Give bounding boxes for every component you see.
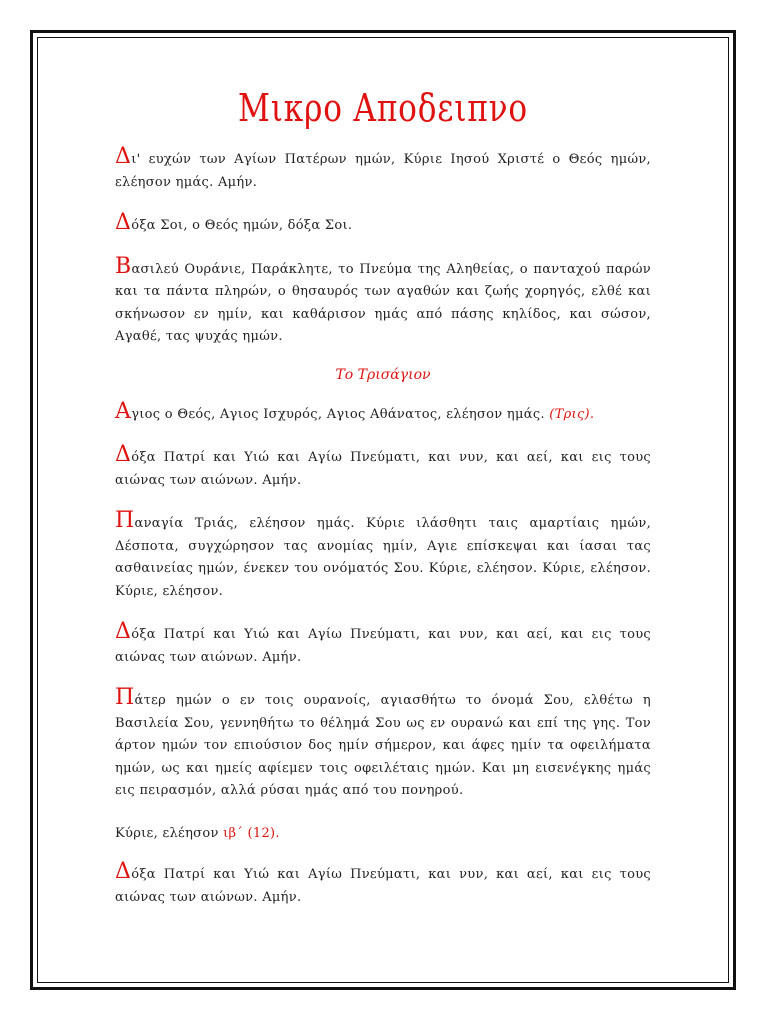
paragraph-text: όξα Πατρί και Υιώ και Αγίω Πνεύματι, και νυν, και αεί, και εις τους αιώνας των αιώνων. Αμήν. xyxy=(115,867,651,905)
kyrie-paragraph xyxy=(115,823,651,846)
paragraph-text: όξα Πατρί και Υιώ και Αγίω Πνεύματι, και νυν, και αεί, και εις τους αιώνας των αιώνων. Αμήν. xyxy=(115,627,651,665)
prayer-paragraph xyxy=(115,210,651,238)
section-heading: Το Τρισάγιον xyxy=(335,366,431,383)
paragraph-text: γιος ο Θεός, Αγιος Ισχυρός, Αγιος Αθάνατος, ελέησον ημάς. xyxy=(131,406,545,422)
drop-initial: Π xyxy=(115,685,135,710)
paragraph-text: ι' ευχών των Αγίων Πατέρων ημών, Κύριε Ιησού Χριστέ ο Θεός ημών, ελέησον ημάς. Αμήν. xyxy=(115,152,651,190)
drop-initial: Α xyxy=(115,398,132,424)
drop-initial: Δ xyxy=(115,210,132,235)
prayer-paragraph xyxy=(115,253,651,349)
drop-initial: Δ xyxy=(115,859,132,884)
drop-initial: Π xyxy=(115,508,135,533)
document-content xyxy=(115,82,651,929)
paragraph-text: άτερ ημών ο εν τοις ουρανοίς, αγιασθήτω το όνομά Σου, ελθέτω η Βασιλεία Σου, γεννηθήτω το θέλημά Σου ως εν ουρανώ και επί της γης. Τον άρτον ημών τον επιούσιον δος ημίν σήμερον, και άφες ημίν τα οφειλήματα ημών, ως και ημείς αφίεμεν τοις οφειλέταις ημών. Και μη εισενέγκης ημάς εις πειρασμόν, αλλά ρύσαι ημάς από του πονηρού. xyxy=(115,693,651,798)
rubric-note: (Τρις). xyxy=(549,406,595,422)
prayer-paragraph xyxy=(115,508,651,603)
prayer-paragraph xyxy=(115,619,651,669)
paragraph-text: ασιλεύ Ουράνιε, Παράκλητε, το Πνεύμα της Αληθείας, ο πανταχού παρών και τα πάντα πληρών, ο θησαυρός των αγαθών και ζωής χορηγός, ελθέ και σκήνωσον εν ημίν, και καθάρισον ημάς από πάσης κηλίδος, και σώσον, Αγαθέ, τας ψυχάς ημών. xyxy=(115,261,651,344)
trisagion-paragraph xyxy=(115,398,651,427)
prayer-paragraph xyxy=(115,144,651,194)
document-title: Μικρο Αποδειπνο xyxy=(238,86,528,130)
prayer-paragraph xyxy=(115,685,651,803)
drop-initial: Β xyxy=(115,253,132,279)
prayer-paragraph xyxy=(115,442,651,492)
paragraph-text: όξα Σοι, ο Θεός ημών, δόξα Σοι. xyxy=(131,218,353,233)
prayer-paragraph xyxy=(115,859,651,909)
drop-initial: Δ xyxy=(115,442,132,467)
drop-initial: Δ xyxy=(115,144,132,169)
paragraph-text: αναγία Τριάς, ελέησον ημάς. Κύριε ιλάσθητι ταις αμαρτίαις ημών, Δέσποτα, συγχώρησον τας ανομίας ημίν, Αγιε επίσκεψαι και ίασαι τας ασθαινείας ημών, ένεκεν του ονόματός Σου. Κύριε, ελέησον. Κύριε, ελέησον. Κύριε, ελέησον. xyxy=(115,516,651,599)
drop-initial: Δ xyxy=(115,619,132,644)
paragraph-text: Κύριε, ελέησον xyxy=(115,825,219,841)
rubric-note: ιβ΄ (12). xyxy=(223,825,280,841)
paragraph-text: όξα Πατρί και Υιώ και Αγίω Πνεύματι, και νυν, και αεί, και εις τους αιώνας των αιώνων. Αμήν. xyxy=(115,450,651,488)
